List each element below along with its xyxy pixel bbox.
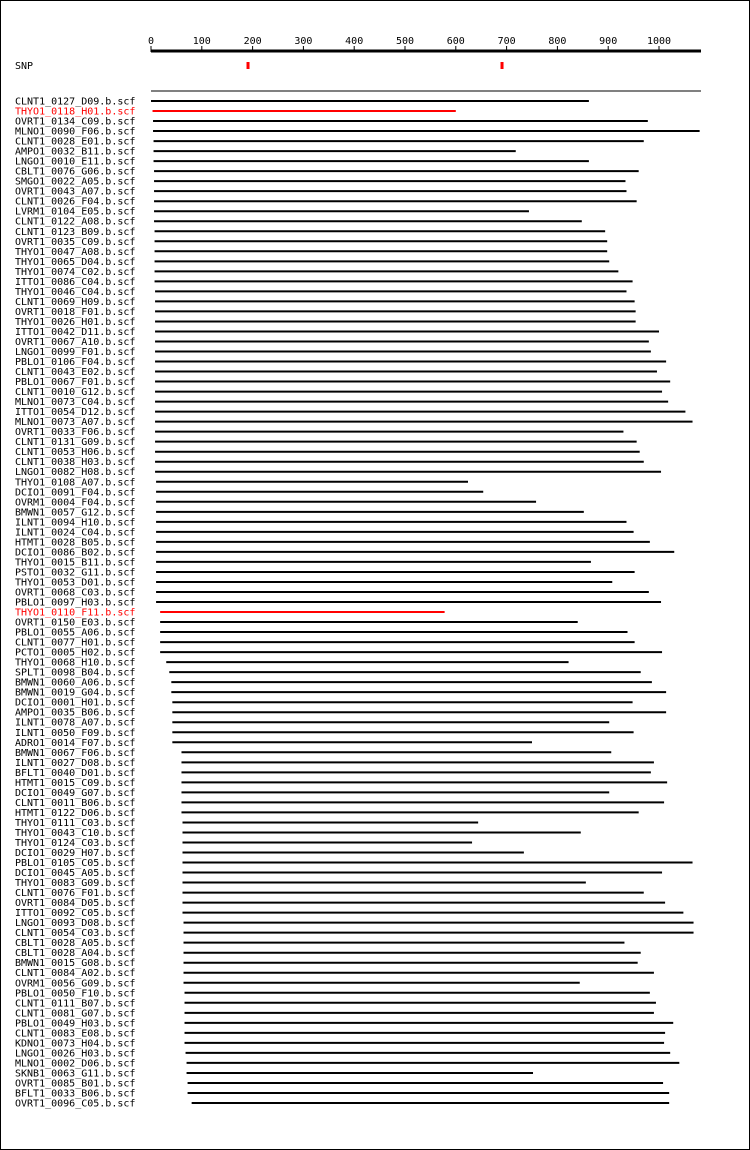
read-name-label[interactable]: OVRT1_0043_A07.b.scf — [15, 186, 136, 198]
read-bar-column — [151, 101, 700, 1103]
ruler-tick-label: 800 — [548, 36, 567, 47]
read-name-label[interactable]: OVRT1_0084_D05.b.scf — [15, 898, 136, 910]
read-name-label[interactable]: CLNT1_0111_B07.b.scf — [15, 998, 136, 1010]
read-name-label[interactable]: THYO1_0015_B11.b.scf — [15, 557, 136, 569]
read-name-label[interactable]: ILNT1_0078_A07.b.scf — [15, 717, 136, 729]
read-name-label[interactable]: CBLT1_0028_A04.b.scf — [15, 948, 136, 960]
read-name-label[interactable]: CLNT1_0069_H09.b.scf — [15, 296, 136, 308]
read-name-label[interactable]: PBLO1_0105_C05.b.scf — [15, 858, 136, 870]
read-name-label[interactable]: AMPO1_0035_B06.b.scf — [15, 707, 136, 719]
read-name-label[interactable]: CBLT1_0076_G06.b.scf — [15, 166, 136, 178]
read-name-label[interactable]: OVRM1_0004_F04.b.scf — [15, 497, 136, 509]
read-name-label[interactable]: MLNO1_0002_D06.b.scf — [15, 1058, 136, 1070]
read-name-label[interactable]: BFLT1_0033_B06.b.scf — [15, 1088, 136, 1100]
read-name-label[interactable]: SKNB1_0063_G11.b.scf — [15, 1068, 136, 1080]
ruler-tick-label: 600 — [446, 36, 465, 47]
read-name-label[interactable]: DCIO1_0029_H07.b.scf — [15, 848, 136, 859]
read-name-label[interactable]: DCIO1_0001_H01.b.scf — [15, 697, 136, 709]
ruler-tick-label: 100 — [192, 36, 211, 47]
read-name-label[interactable]: OVRT1_0018_F01.b.scf — [15, 306, 136, 318]
snp-marker[interactable] — [501, 62, 504, 69]
read-name-label[interactable]: THYO1_0124_C03.b.scf — [15, 837, 136, 849]
read-name-label[interactable]: THYO1_0068_H10.b.scf — [15, 657, 136, 669]
ruler-tick-label: 900 — [599, 36, 618, 47]
ruler-tick-label: 200 — [243, 36, 262, 47]
read-name-label[interactable]: BMWN1_0067_F06.b.scf — [15, 747, 136, 759]
ruler-tick-label: 0 — [147, 36, 155, 47]
read-name-label[interactable]: ITTO1_0092_C05.b.scf — [15, 908, 136, 920]
read-name-label[interactable]: THYO1_0026_H01.b.scf — [15, 316, 136, 328]
read-name-label[interactable]: AMPO1_0032_B11.b.scf — [15, 146, 136, 158]
ruler-tick-label: 700 — [497, 36, 516, 47]
read-name-label[interactable]: CLNT1_0038_H03.b.scf — [15, 457, 136, 469]
read-name-label[interactable]: PBLO1_0067_F01.b.scf — [15, 377, 136, 389]
read-name-label[interactable]: MLNO1_0090_F06.b.scf — [15, 126, 136, 138]
read-name-label[interactable]: SMGO1_0022_A05.b.scf — [15, 176, 136, 188]
read-name-label[interactable]: ILNT1_0024_C04.b.scf — [15, 527, 136, 539]
read-name-label[interactable]: CLNT1_0131_G09.b.scf — [15, 437, 136, 449]
read-name-label[interactable]: THYO1_0118_H01.b.scf — [15, 106, 136, 118]
read-name-label[interactable]: CLNT1_0026_F04.b.scf — [15, 196, 136, 208]
read-name-label[interactable]: BMWN1_0019_G04.b.scf — [15, 687, 136, 699]
read-name-label[interactable]: ITTO1_0054_D12.b.scf — [15, 407, 136, 419]
read-name-label[interactable]: OVRT1_0096_C05.b.scf — [15, 1098, 136, 1110]
read-name-label[interactable]: THYO1_0108_A07.b.scf — [15, 477, 136, 489]
read-name-label[interactable]: PCTO1_0005_H02.b.scf — [15, 647, 136, 659]
read-name-label[interactable]: OVRT1_0033_F06.b.scf — [15, 427, 136, 439]
read-name-label[interactable]: PBLO1_0050_F10.b.scf — [15, 988, 136, 1000]
read-name-label[interactable]: OVRT1_0085_B01.b.scf — [15, 1078, 136, 1090]
read-name-label[interactable]: CLNT1_0077_H01.b.scf — [15, 637, 136, 649]
read-name-label[interactable]: CLNT1_0123_B09.b.scf — [15, 226, 136, 238]
read-alignment-viewer — [1, 1, 749, 1149]
snp-marker[interactable] — [247, 62, 250, 69]
read-name-label[interactable]: HTMT1_0028_B05.b.scf — [15, 537, 136, 549]
read-name-label[interactable]: MLNO1_0073_C04.b.scf — [15, 397, 136, 409]
read-name-label[interactable]: OVRT1_0134_C09.b.scf — [15, 116, 136, 128]
read-name-label[interactable]: LNGO1_0093_D08.b.scf — [15, 918, 136, 930]
read-name-label[interactable]: HTMT1_0122_D06.b.scf — [15, 807, 136, 819]
read-name-label[interactable]: DCIO1_0045_A05.b.scf — [15, 868, 136, 880]
read-name-label[interactable]: CLNT1_0010_G12.b.scf — [15, 387, 136, 399]
read-name-label[interactable]: ILNT1_0094_H10.b.scf — [15, 517, 136, 529]
read-name-label[interactable]: CLNT1_0054_C03.b.scf — [15, 928, 136, 940]
read-name-label[interactable]: THYO1_0047_A08.b.scf — [15, 246, 136, 258]
read-name-label[interactable]: ILNT1_0050_F09.b.scf — [15, 727, 136, 739]
ruler-tick-label: 300 — [294, 36, 313, 47]
snp-track-label: SNP — [15, 61, 34, 72]
read-name-label[interactable]: PBLO1_0055_A06.b.scf — [15, 627, 136, 639]
snp-track — [15, 61, 504, 72]
read-name-label[interactable]: OVRT1_0067_A10.b.scf — [15, 336, 136, 348]
ruler-tick-label: 400 — [345, 36, 364, 47]
read-name-label[interactable]: CLNT1_0122_A08.b.scf — [15, 216, 136, 228]
read-name-label[interactable]: ILNT1_0027_D08.b.scf — [15, 757, 136, 769]
read-name-label[interactable]: PSTO1_0032_G11.b.scf — [15, 567, 136, 579]
read-name-label[interactable]: PBLO1_0106_F04.b.scf — [15, 357, 136, 369]
read-name-label[interactable]: THYO1_0046_C04.b.scf — [15, 286, 136, 298]
read-name-label[interactable]: CLNT1_0011_B06.b.scf — [15, 797, 136, 809]
read-name-label[interactable]: CBLT1_0028_A05.b.scf — [15, 938, 136, 950]
read-name-label[interactable]: LVRM1_0104_E05.b.scf — [15, 206, 136, 218]
read-name-label[interactable]: BFLT1_0040_D01.b.scf — [15, 767, 136, 779]
read-name-label[interactable]: CLNT1_0081_G07.b.scf — [15, 1008, 136, 1020]
read-label-column — [15, 97, 135, 1110]
read-name-label[interactable]: DCIO1_0049_G07.b.scf — [15, 787, 136, 799]
read-name-label[interactable]: HTMT1_0015_C09.b.scf — [15, 777, 136, 789]
read-name-label[interactable]: LNGO1_0082_H08.b.scf — [15, 467, 136, 479]
ruler-tick-label: 500 — [395, 36, 415, 47]
read-name-label[interactable]: THYO1_0043_C10.b.scf — [15, 827, 136, 839]
read-name-label[interactable]: OVRT1_0068_C03.b.scf — [15, 587, 136, 599]
read-name-label[interactable]: ADRO1_0014_F07.b.scf — [15, 737, 136, 749]
read-name-label[interactable]: THYO1_0065_D04.b.scf — [15, 256, 136, 268]
read-name-label[interactable]: THYO1_0111_C03.b.scf — [15, 817, 136, 829]
read-name-label[interactable]: CLNT1_0043_E02.b.scf — [15, 367, 136, 379]
read-name-label[interactable]: PBLO1_0049_H03.b.scf — [15, 1018, 136, 1030]
read-name-label[interactable]: THYO1_0110_F11.b.scf — [15, 607, 136, 619]
read-name-label[interactable]: OVRM1_0056_G09.b.scf — [15, 978, 136, 990]
read-name-label[interactable]: BMWN1_0060_A06.b.scf — [15, 677, 136, 689]
read-name-label[interactable]: LNGO1_0010_E11.b.scf — [15, 156, 136, 168]
read-name-label[interactable]: ITTO1_0042_D11.b.scf — [15, 326, 136, 338]
read-name-label[interactable]: DCIO1_0086_B02.b.scf — [15, 547, 136, 559]
read-name-label[interactable]: OVRT1_0150_E03.b.scf — [15, 617, 136, 629]
read-name-label[interactable]: PBLO1_0097_H03.b.scf — [15, 597, 136, 609]
read-name-label[interactable]: LNGO1_0099_F01.b.scf — [15, 347, 136, 358]
read-name-label[interactable]: BMWN1_0057_G12.b.scf — [15, 507, 136, 519]
read-name-label[interactable]: MLNO1_0073_A07.b.scf — [15, 417, 136, 429]
read-name-label[interactable]: CLNT1_0084_A02.b.scf — [15, 968, 136, 980]
read-name-label[interactable]: KDNO1_0073_H04.b.scf — [15, 1038, 136, 1050]
read-name-label[interactable]: CLNT1_0083_E08.b.scf — [15, 1028, 136, 1040]
read-name-label[interactable]: THYO1_0074_C02.b.scf — [15, 266, 136, 278]
read-name-label[interactable]: SPLT1_0098_B04.b.scf — [15, 667, 136, 679]
read-name-label[interactable]: CLNT1_0028_E01.b.scf — [15, 136, 136, 148]
read-name-label[interactable]: CLNT1_0127_D09.b.scf — [15, 96, 136, 108]
read-name-label[interactable]: CLNT1_0053_H06.b.scf — [15, 447, 136, 459]
read-name-label[interactable]: LNGO1_0026_H03.b.scf — [15, 1048, 136, 1060]
read-name-label[interactable]: ITTO1_0086_C04.b.scf — [15, 276, 136, 288]
read-name-label[interactable]: THYO1_0053_D01.b.scf — [15, 577, 136, 589]
read-name-label[interactable]: DCIO1_0091_F04.b.scf — [15, 487, 136, 499]
read-name-label[interactable]: CLNT1_0076_F01.b.scf — [15, 888, 136, 900]
read-name-label[interactable]: BMWN1_0015_G08.b.scf — [15, 958, 136, 970]
ruler-tick-label: 1000 — [646, 36, 672, 47]
read-name-label[interactable]: OVRT1_0035_C09.b.scf — [15, 236, 136, 248]
read-name-label[interactable]: THYO1_0083_G09.b.scf — [15, 878, 136, 890]
position-ruler — [148, 36, 701, 52]
